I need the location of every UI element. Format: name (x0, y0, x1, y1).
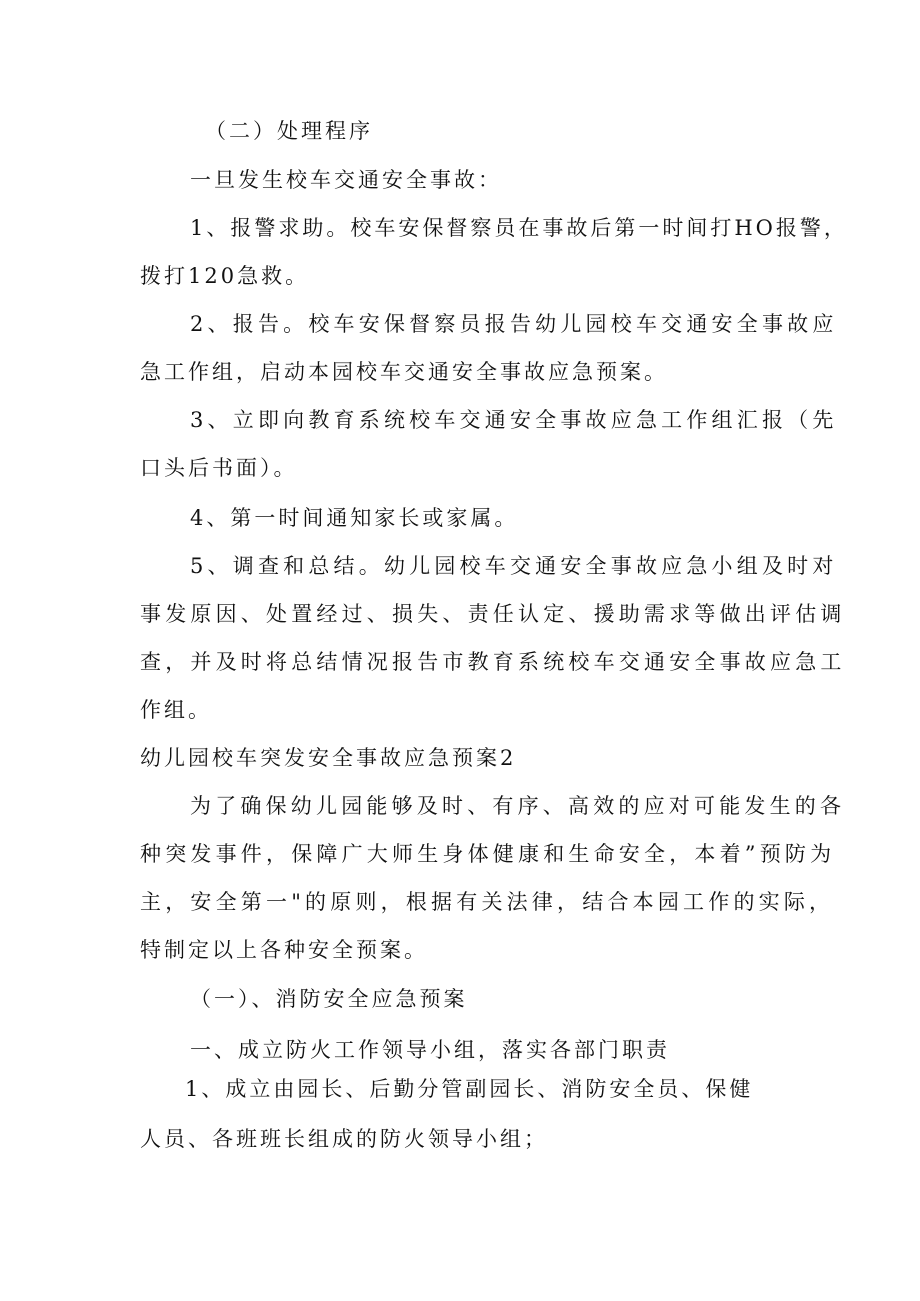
paragraph-line: 人员、各班班长组成的防火领导小组； (140, 1127, 548, 1151)
paragraph-line: 作组。 (140, 698, 212, 722)
document-title: 幼儿园校车突发安全事故应急预案2 (140, 746, 517, 770)
paragraph-line: 1、报警求助。校车安保督察员在事故后第一时间打HO报警， (190, 216, 848, 240)
paragraph-line: 1、成立由园长、后勤分管副园长、消防安全员、保健 (185, 1077, 754, 1101)
paragraph-line: 事发原因、处置经过、损失、责任认定、援助需求等做出评估调 (140, 602, 846, 626)
paragraph-line: 种突发事件，保障广大师生身体健康和生命安全，本着”预防为 (140, 842, 836, 866)
paragraph-line: 拨打120急救。 (140, 264, 310, 288)
paragraph-line: 一旦发生校车交通安全事故： (190, 168, 502, 192)
paragraph-line: 5、调查和总结。幼儿园校车交通安全事故应急小组及时对 (190, 554, 838, 578)
paragraph-line: 特制定以上各种安全预案。 (140, 938, 428, 962)
paragraph-line: 为了确保幼儿园能够及时、有序、高效的应对可能发生的各 (190, 794, 846, 818)
paragraph-line: 主，安全第一"的原则，根据有关法律，结合本园工作的实际， (140, 890, 835, 914)
subsection-heading: 一、成立防火工作领导小组，落实各部门职责 (190, 1038, 670, 1062)
section-heading: （一）、消防安全应急预案 (190, 987, 468, 1011)
section-heading: （二）处理程序 (205, 119, 373, 143)
paragraph-line: 3、立即向教育系统校车交通安全事故应急工作组汇报（先 (190, 408, 838, 432)
paragraph-line: 4、第一时间通知家长或家属。 (190, 506, 519, 530)
paragraph-line: 口头后书面）。 (140, 456, 298, 480)
paragraph-line: 急工作组，启动本园校车交通安全事故应急预案。 (140, 360, 668, 384)
paragraph-line: 2、报告。校车安保督察员报告幼儿园校车交通安全事故应 (190, 312, 838, 336)
paragraph-line: 查，并及时将总结情况报告市教育系统校车交通安全事故应急工 (140, 650, 846, 674)
